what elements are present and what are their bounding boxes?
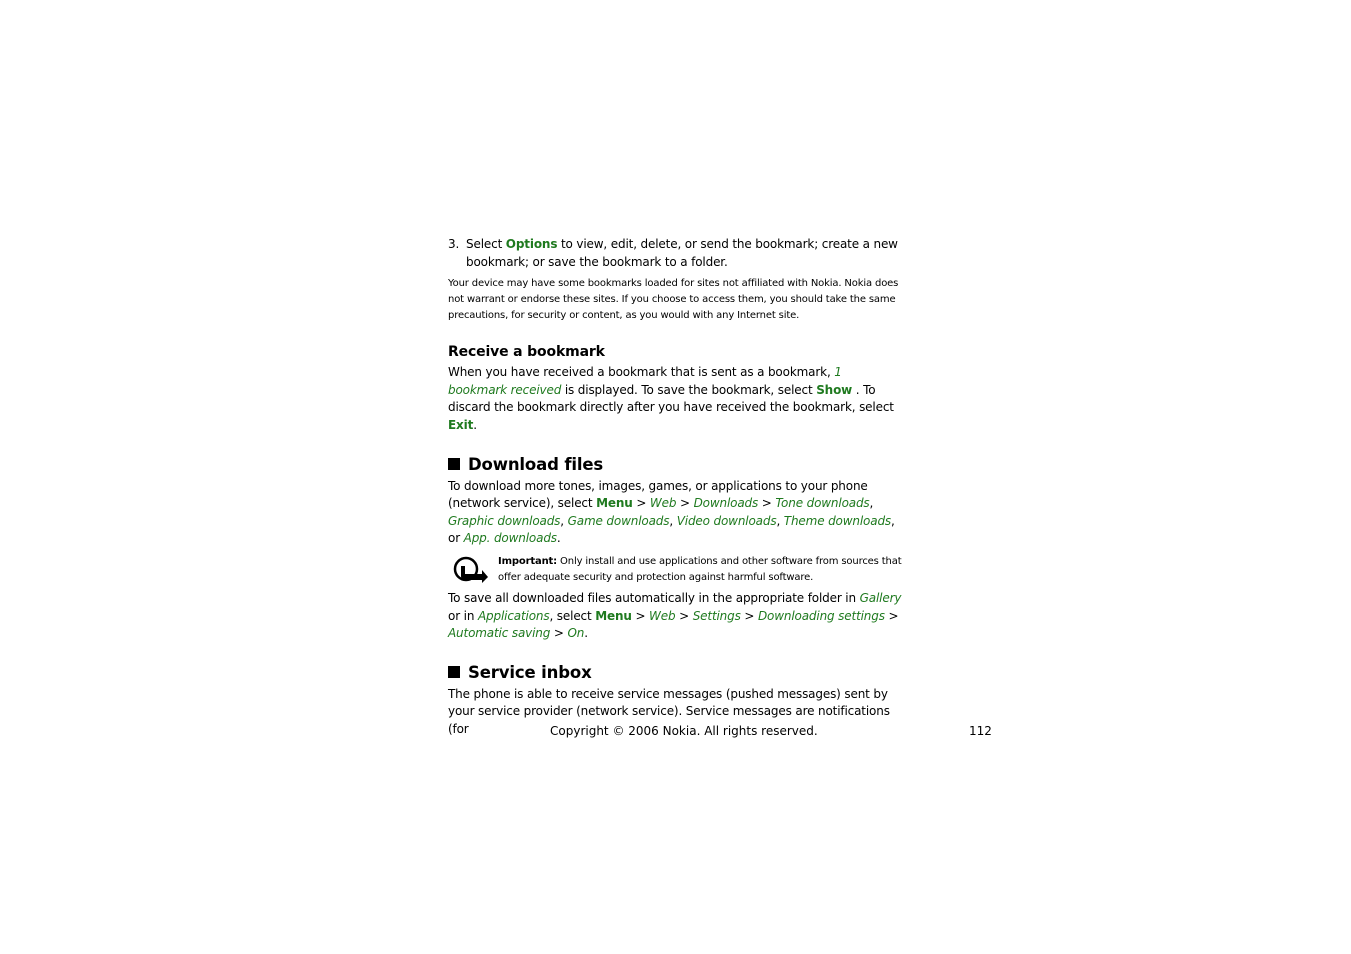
automatic-saving-term: Automatic saving: [448, 626, 551, 641]
text: .: [584, 626, 588, 641]
downloads-term: Downloads: [693, 496, 759, 511]
separator: >: [676, 496, 694, 511]
step-text-post: to view, edit, delete, or send the bookmark; create a new bookmark; or save the bookmark to a folder.: [466, 237, 898, 269]
page-content: [448, 236, 904, 739]
text: , select: [549, 608, 596, 623]
separator: >: [632, 496, 650, 511]
separator: >: [675, 608, 693, 623]
step-number: 3.: [448, 237, 460, 251]
step-3: [448, 236, 904, 271]
text: . To discard the bookmark directly after you have received the bookmark, select: [448, 382, 894, 415]
app-downloads-term: App. downloads: [463, 531, 557, 546]
section-bullet-icon: [448, 666, 460, 678]
separator: >: [550, 626, 568, 641]
options-keyword: Options: [505, 237, 558, 251]
show-keyword: Show: [816, 382, 853, 397]
text: To download more tones, images, games, or applications to your phone (network service), select: [448, 478, 868, 511]
separator: ,: [776, 513, 784, 528]
receive-bookmark-paragraph: [448, 364, 904, 434]
text: is displayed. To save the bookmark, select: [561, 382, 817, 397]
separator: >: [631, 608, 650, 623]
important-label: Important:: [498, 555, 558, 567]
menu-keyword: Menu: [596, 496, 633, 511]
separator: ,: [669, 513, 677, 528]
video-downloads-term: Video downloads: [676, 513, 777, 528]
heading-text: Service inbox: [468, 662, 592, 682]
downloading-settings-term: Downloading settings: [757, 608, 885, 623]
important-note: [448, 554, 904, 586]
download-paragraph-1: [448, 478, 904, 548]
separator: ,: [869, 496, 874, 511]
graphic-downloads-term: Graphic downloads: [448, 513, 561, 528]
game-downloads-term: Game downloads: [567, 513, 670, 528]
applications-term: Applications: [477, 608, 550, 623]
download-files-heading: [448, 454, 904, 476]
menu-keyword: Menu: [595, 608, 632, 623]
service-inbox-heading: [448, 662, 904, 684]
disclaimer-note: Your device may have some bookmarks loaded for sites not affiliated with Nokia. Nokia does not warrant or endorse these sites. If you choose to access them, you should take the same precautions, for security or content, as you would with any Internet site.: [448, 278, 899, 322]
page-number: 112: [969, 724, 992, 738]
important-hand-icon: [448, 554, 498, 586]
web-term: Web: [649, 608, 676, 623]
download-paragraph-2: [448, 590, 904, 643]
text: .: [556, 531, 561, 546]
heading-text: Download files: [468, 454, 604, 474]
important-text: [498, 554, 904, 586]
receive-bookmark-heading: Receive a bookmark: [448, 344, 605, 361]
text: or in: [448, 608, 478, 623]
service-inbox-paragraph: The phone is able to receive service messages (pushed messages) sent by your service provider (network service). Service messages are notifications (for: [448, 686, 890, 736]
bookmark-received-term: 1 bookmark received: [448, 365, 842, 397]
settings-term: Settings: [692, 608, 741, 623]
gallery-term: Gallery: [859, 590, 902, 605]
exit-keyword: Exit: [448, 417, 474, 432]
on-term: On: [567, 626, 585, 641]
text: Only install and use applications and other software from sources that offer adequate security and protection against harmful software.: [498, 555, 902, 583]
separator: >: [740, 608, 758, 623]
theme-downloads-term: Theme downloads: [783, 513, 892, 528]
text: .: [473, 417, 477, 432]
tone-downloads-term: Tone downloads: [775, 496, 870, 511]
text: To save all downloaded files automatically in the appropriate folder in: [448, 590, 860, 605]
footer-copyright: Copyright © 2006 Nokia. All rights reserved.: [550, 724, 818, 738]
separator: , or: [448, 513, 895, 546]
separator: >: [758, 496, 776, 511]
section-bullet-icon: [448, 458, 460, 470]
text: When you have received a bookmark that is sent as a bookmark,: [448, 365, 835, 380]
web-term: Web: [649, 496, 677, 511]
separator: >: [884, 608, 899, 623]
step-text-pre: Select: [466, 237, 506, 251]
separator: ,: [560, 513, 568, 528]
